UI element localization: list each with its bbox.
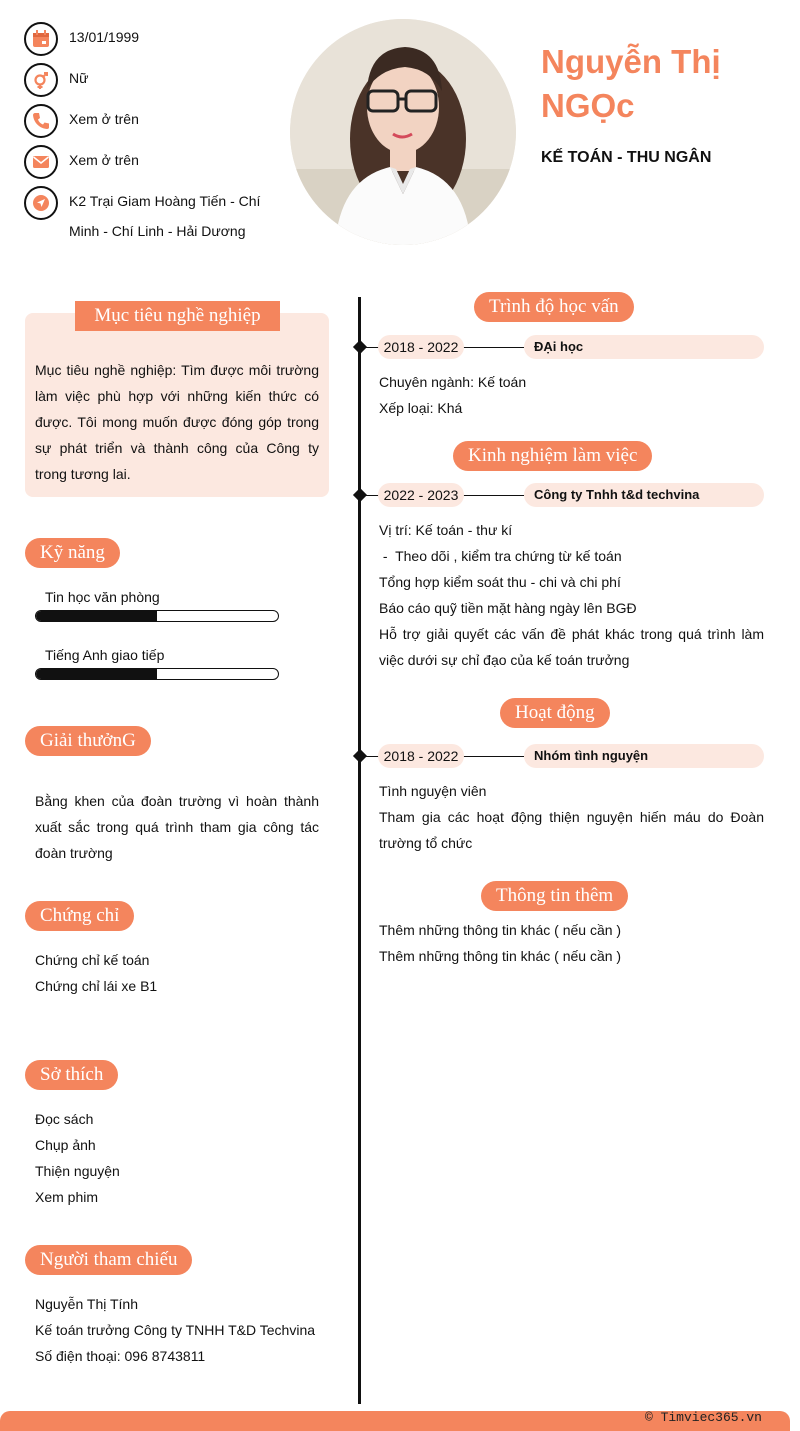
hobby-item: Xem phim bbox=[35, 1189, 99, 1205]
address-text: K2 Trại Giam Hoàng Tiến - Chí Minh - Chí Linh - Hải Dương bbox=[69, 193, 261, 239]
full-name: Nguyễn Thị NGỌc bbox=[541, 43, 721, 124]
experience-line: Vị trí: Kế toán - thư kí bbox=[379, 522, 513, 538]
phone-text: Xem ở trên bbox=[69, 111, 139, 127]
awards-heading: Giải thưởnG bbox=[25, 726, 151, 756]
certificates-list bbox=[35, 947, 319, 999]
activity-line: Tham gia các hoạt động thiện nguyện hiến máu do Đoàn trường tổ chức bbox=[379, 809, 764, 851]
references-heading: Người tham chiếu bbox=[25, 1245, 192, 1275]
experience-line: Tổng hợp kiểm soát thu - chi và chi phí bbox=[379, 574, 621, 590]
experience-heading: Kinh nghiệm làm việc bbox=[453, 441, 652, 471]
experience-period: 2022 - 2023 bbox=[378, 483, 464, 507]
skill-bar-fill bbox=[36, 611, 157, 621]
awards-text: Bằng khen của đoàn trường vì hoàn thành xuất sắc trong quá trình tham gia công tác đoàn trường bbox=[35, 793, 319, 861]
education-heading: Trình độ học vấn bbox=[474, 292, 634, 322]
skill-item bbox=[35, 645, 285, 680]
hobby-item: Thiện nguyện bbox=[35, 1163, 120, 1179]
hobby-item: Chụp ảnh bbox=[35, 1137, 96, 1153]
contact-email bbox=[24, 145, 274, 186]
skill-bar bbox=[35, 668, 279, 680]
contact-address bbox=[24, 186, 274, 256]
birthday-text: 13/01/1999 bbox=[69, 29, 140, 45]
career-goal-heading: Mục tiêu nghề nghiệp bbox=[75, 301, 280, 331]
skill-bar bbox=[35, 610, 279, 622]
skill-bar-fill bbox=[36, 669, 157, 679]
additional-details bbox=[379, 917, 764, 969]
footer-bar bbox=[0, 1411, 790, 1431]
education-school: ĐẠi học bbox=[524, 335, 764, 359]
contact-info bbox=[24, 22, 274, 256]
activity-line: Tình nguyện viên bbox=[379, 783, 487, 799]
activities-org: Nhóm tình nguyện bbox=[524, 744, 764, 768]
job-title: KẾ TOÁN - THU NGÂN bbox=[541, 149, 712, 166]
education-details bbox=[379, 369, 764, 421]
education-line: Chuyên ngành: Kế toán bbox=[379, 374, 527, 390]
certificates-heading: Chứng chỉ bbox=[25, 901, 134, 931]
contact-phone bbox=[24, 104, 274, 145]
reference-line: Nguyễn Thị Tính bbox=[35, 1296, 138, 1312]
hobbies-list bbox=[35, 1106, 319, 1210]
experience-line: Hỗ trợ giải quyết các vấn đề phát khác trong quá trình làm việc dưới sự chỉ đạo của kế toán trưởng bbox=[379, 626, 764, 668]
activities-heading: Hoạt động bbox=[500, 698, 610, 728]
skill-label: Tin học văn phòng bbox=[45, 589, 160, 605]
location-icon bbox=[24, 186, 58, 220]
experience-details bbox=[379, 517, 764, 673]
gender-icon bbox=[24, 63, 58, 97]
additional-line: Thêm những thông tin khác ( nếu cần ) bbox=[379, 922, 622, 938]
timeline-line bbox=[358, 297, 361, 1404]
additional-line: Thêm những thông tin khác ( nếu cần ) bbox=[379, 948, 622, 964]
hobbies-heading: Sở thích bbox=[25, 1060, 118, 1090]
email-text: Xem ở trên bbox=[69, 152, 139, 168]
activities-details bbox=[379, 778, 764, 856]
copyright-text: © Timviec365.vn bbox=[644, 1410, 762, 1425]
hobby-item: Đọc sách bbox=[35, 1111, 94, 1127]
experience-line: - Theo dõi , kiểm tra chứng từ kế toán bbox=[379, 548, 622, 564]
additional-heading: Thông tin thêm bbox=[481, 881, 628, 911]
contact-gender bbox=[24, 63, 274, 104]
education-period: 2018 - 2022 bbox=[378, 335, 464, 359]
calendar-icon bbox=[24, 22, 58, 56]
profile-photo bbox=[290, 19, 516, 245]
contact-birthday bbox=[24, 22, 274, 63]
activities-period: 2018 - 2022 bbox=[378, 744, 464, 768]
certificate-item: Chứng chỉ lái xe B1 bbox=[35, 978, 158, 994]
email-icon bbox=[24, 145, 58, 179]
reference-line: Số điện thoại: 096 8743811 bbox=[35, 1348, 206, 1364]
reference-line: Kế toán trưởng Công ty TNHH T&D Techvina bbox=[35, 1322, 316, 1338]
gender-text: Nữ bbox=[69, 70, 89, 86]
skill-item bbox=[35, 587, 285, 622]
experience-company: Công ty Tnhh t&d techvina bbox=[524, 483, 764, 507]
skill-label: Tiếng Anh giao tiếp bbox=[45, 647, 165, 663]
experience-line: Báo cáo quỹ tiền mặt hàng ngày lên BGĐ bbox=[379, 600, 637, 616]
references-list bbox=[35, 1291, 319, 1369]
certificate-item: Chứng chỉ kế toán bbox=[35, 952, 150, 968]
skills-heading: Kỹ năng bbox=[25, 538, 120, 568]
phone-icon bbox=[24, 104, 58, 138]
career-goal-text: Mục tiêu nghề nghiệp: Tìm được môi trường làm việc phù hợp với những kiến thức có được. Tôi mong muốn được đóng góp trong sự phát triển và thành công của Công ty trong tương lai. bbox=[35, 362, 319, 482]
education-line: Xếp loại: Khá bbox=[379, 400, 463, 416]
